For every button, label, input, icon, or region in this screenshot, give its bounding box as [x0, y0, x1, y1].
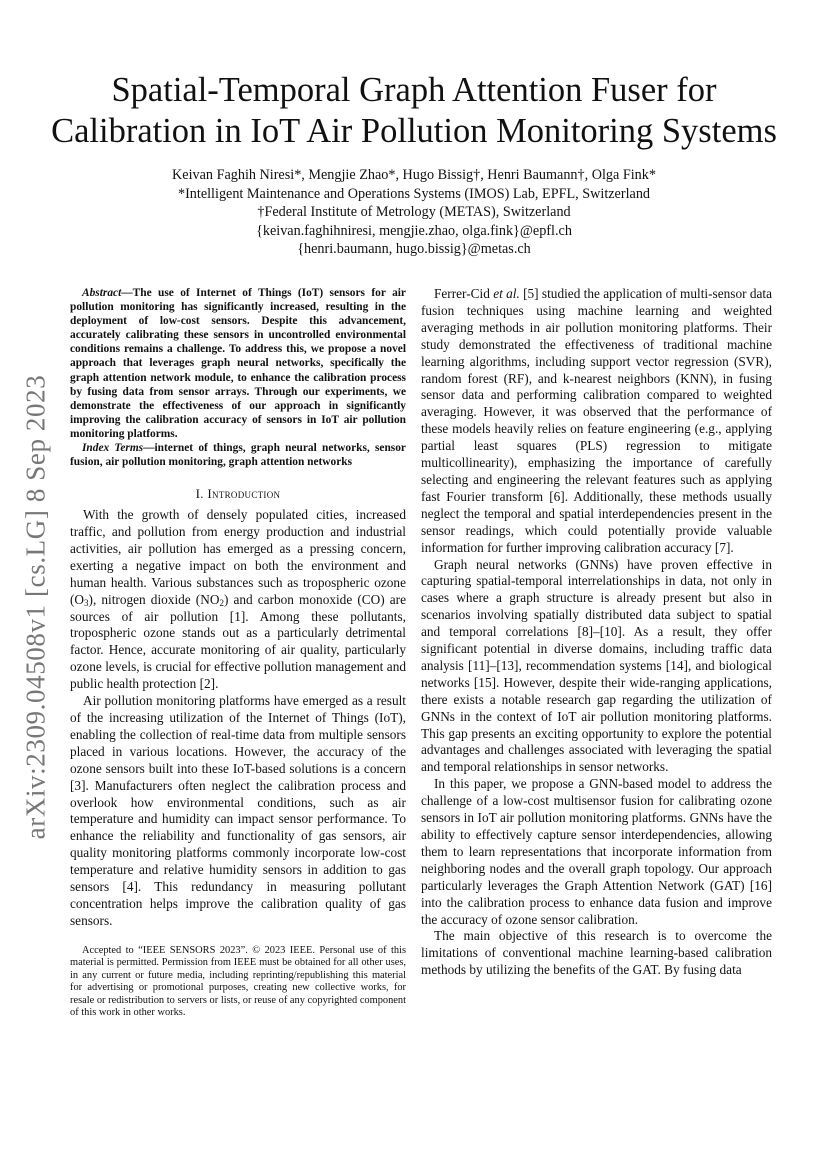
- intro-paragraph-6: The main objective of this research is to overcome the limitations of conventional machine learning-based calibration methods by utilizing the benefits of the GAT. By fusing data: [421, 928, 772, 978]
- author-names: Keivan Faghih Niresi*, Mengjie Zhao*, Hugo Bissig†, Henri Baumann†, Olga Fink*: [172, 167, 656, 183]
- text-run: [5] studied the application of multi-sensor data fusion techniques using machine learning and weighted averaging methods in air pollution monitoring platforms. Their study demonstrated the effectiveness of traditional machine learning algorithms, including support vector regression (SVR), random forest (RF), and k-nearest neighbors (KNN), in fusing sensor data and performing calibration compared to weighted averaging. However, it was observed that the performance of these models heavily relies on feature engineering (e.g., applying partial least squares (PLS) regression to mitigate multicollinearity), emphasizing the importance of carefully selecting and engineering the relevant features such as applying fast Fourier transform [6]. Additionally, these methods usually neglect the temporal and spatial interdependencies present in the sensor readings, which could potentially provide valuable information for further improving calibration accuracy [7].: [421, 286, 772, 555]
- subscript: 3: [84, 597, 89, 608]
- abstract-label: Abstract: [82, 287, 122, 299]
- affiliation-metas: †Federal Institute of Metrology (METAS), Switzerland: [257, 204, 571, 220]
- intro-paragraph-2: Air pollution monitoring platforms have emerged as a result of the increasing utilization of the Internet of Things (IoT), enabling the collection of real-time data from multiple sensors placed in various locations. However, the accuracy of the ozone sensors built into these IoT-based solutions is a concern [3]. Manufacturers often neglect the calibration process and overlook how environmental conditions, such as air temperature and humidity can impact sensor performance. To enhance the reliability and functionality of gas sensors, air quality monitoring platforms commonly incorporate low-cost temperature and relative humidity sensors in addition to gas sensors [4]. This redundancy in measuring pollutant concentration helps improve the calibration quality of gas sensors.: [70, 693, 406, 928]
- title-line-2: Calibration in IoT Air Pollution Monitoring Systems: [51, 112, 777, 150]
- section-title: Introduction: [207, 486, 281, 502]
- copyright-footnote: Accepted to “IEEE SENSORS 2023”. © 2023 IEEE. Personal use of this material is permitted. Permission from IEEE must be obtained for all other uses, in any current or future media, including reprinting/republishing this material for advertising or promotional purposes, creating new collective works, for resale or redistribution to servers or lists, or reuse of any copyrighted component of this work in other works.: [70, 944, 406, 1019]
- text-run: ) and carbon monoxide (CO) are sources of air pollution [1]. Among these pollutants, tropospheric ozone stands out as a particularly detrimental factor. Hence, accurate monitoring of air quality, particularly ozone levels, is crucial for effective pollution management and public health protection [2].: [70, 591, 406, 692]
- abstract-text: —The use of Internet of Things (IoT) sensors for air pollution monitoring has significantly increased, resulting in the deployment of low-cost sensors. Despite this advancement, accurately calibrating these sensors in uncontrolled environmental conditions remains a challenge. To address this, we propose a novel approach that leverages graph neural networks, specifically the graph attention network module, to enhance the calibration process by fusing data from sensor arrays. Through our experiments, we demonstrate the effectiveness of our approach in significantly improving the calibration accuracy of sensors in IoT air pollution monitoring platforms.: [70, 287, 406, 440]
- text-run: Ferrer-Cid: [434, 286, 494, 301]
- paper-title: [40, 70, 788, 152]
- index-terms-text: —internet of things, graph neural networks, sensor fusion, air pollution monitoring, graph attention networks: [70, 442, 406, 469]
- index-terms-label: Index Terms: [82, 442, 144, 455]
- email-metas: {henri.baumann, hugo.bissig}@metas.ch: [297, 241, 531, 257]
- index-terms: [70, 441, 406, 469]
- affiliation-epfl: *Intelligent Maintenance and Operations Systems (IMOS) Lab, EPFL, Switzerland: [177, 185, 651, 202]
- text-run: ), nitrogen dioxide (NO: [88, 591, 220, 607]
- abstract: [70, 286, 406, 441]
- right-column: [421, 286, 772, 979]
- author-block: [60, 166, 768, 259]
- text-run: With the growth of densely populated cities, increased traffic, and pollution from energy production and industrial activities, air pollution has emerged as a pressing concern, exerting a negative impact on both the environment and human health. Various substances such as tropospheric ozone (O: [70, 507, 406, 607]
- et-al-italic: et al.: [493, 286, 520, 301]
- intro-paragraph-1: [70, 507, 406, 693]
- intro-paragraph-3: [421, 286, 772, 557]
- left-column: [70, 286, 406, 1020]
- section-heading-introduction: [70, 486, 406, 503]
- arxiv-side-identifier: [6, 372, 66, 842]
- intro-paragraph-4: Graph neural networks (GNNs) have proven effective in capturing spatial-temporal interrelationships in data, not only in cases where a graph structure is already present but also in scenarios involving spatially distributed data subject to spatial and temporal correlations [8]–[10]. As a result, they offer significant potential in diverse domains, including traffic data analysis [11]–[13], recommendation systems [14], and biological networks [15]. However, despite their wide-ranging applications, there exists a notable research gap regarding the utilization of GNNs in the context of IoT air pollution monitoring platforms. This gap presents an exciting opportunity to explore the potential advantages and challenges associated with leveraging the spatial and temporal relationships in sensor networks.: [421, 556, 772, 775]
- title-line-1: Spatial-Temporal Graph Attention Fuser for: [111, 71, 717, 109]
- subscript: 2: [219, 597, 224, 608]
- intro-paragraph-5: In this paper, we propose a GNN-based model to address the challenge of a low-cost multisensor fusion for calibrating ozone sensors in IoT air pollution monitoring platforms. GNNs have the ability to effectively capture sensor interdependencies, allowing them to learn representations that incorporate information from neighboring nodes and the overall graph topology. Our approach particularly leverages the Graph Attention Network (GAT) [16] into the calibration process to enhance data fusion and improve the accuracy of ozone sensor calibration.: [421, 776, 772, 927]
- email-epfl: {keivan.faghihniresi, mengjie.zhao, olga.fink}@epfl.ch: [256, 222, 572, 239]
- arxiv-id-text: arXiv:2309.04508v1 [cs.LG] 8 Sep 2023: [20, 374, 51, 840]
- section-numeral: I.: [195, 486, 208, 502]
